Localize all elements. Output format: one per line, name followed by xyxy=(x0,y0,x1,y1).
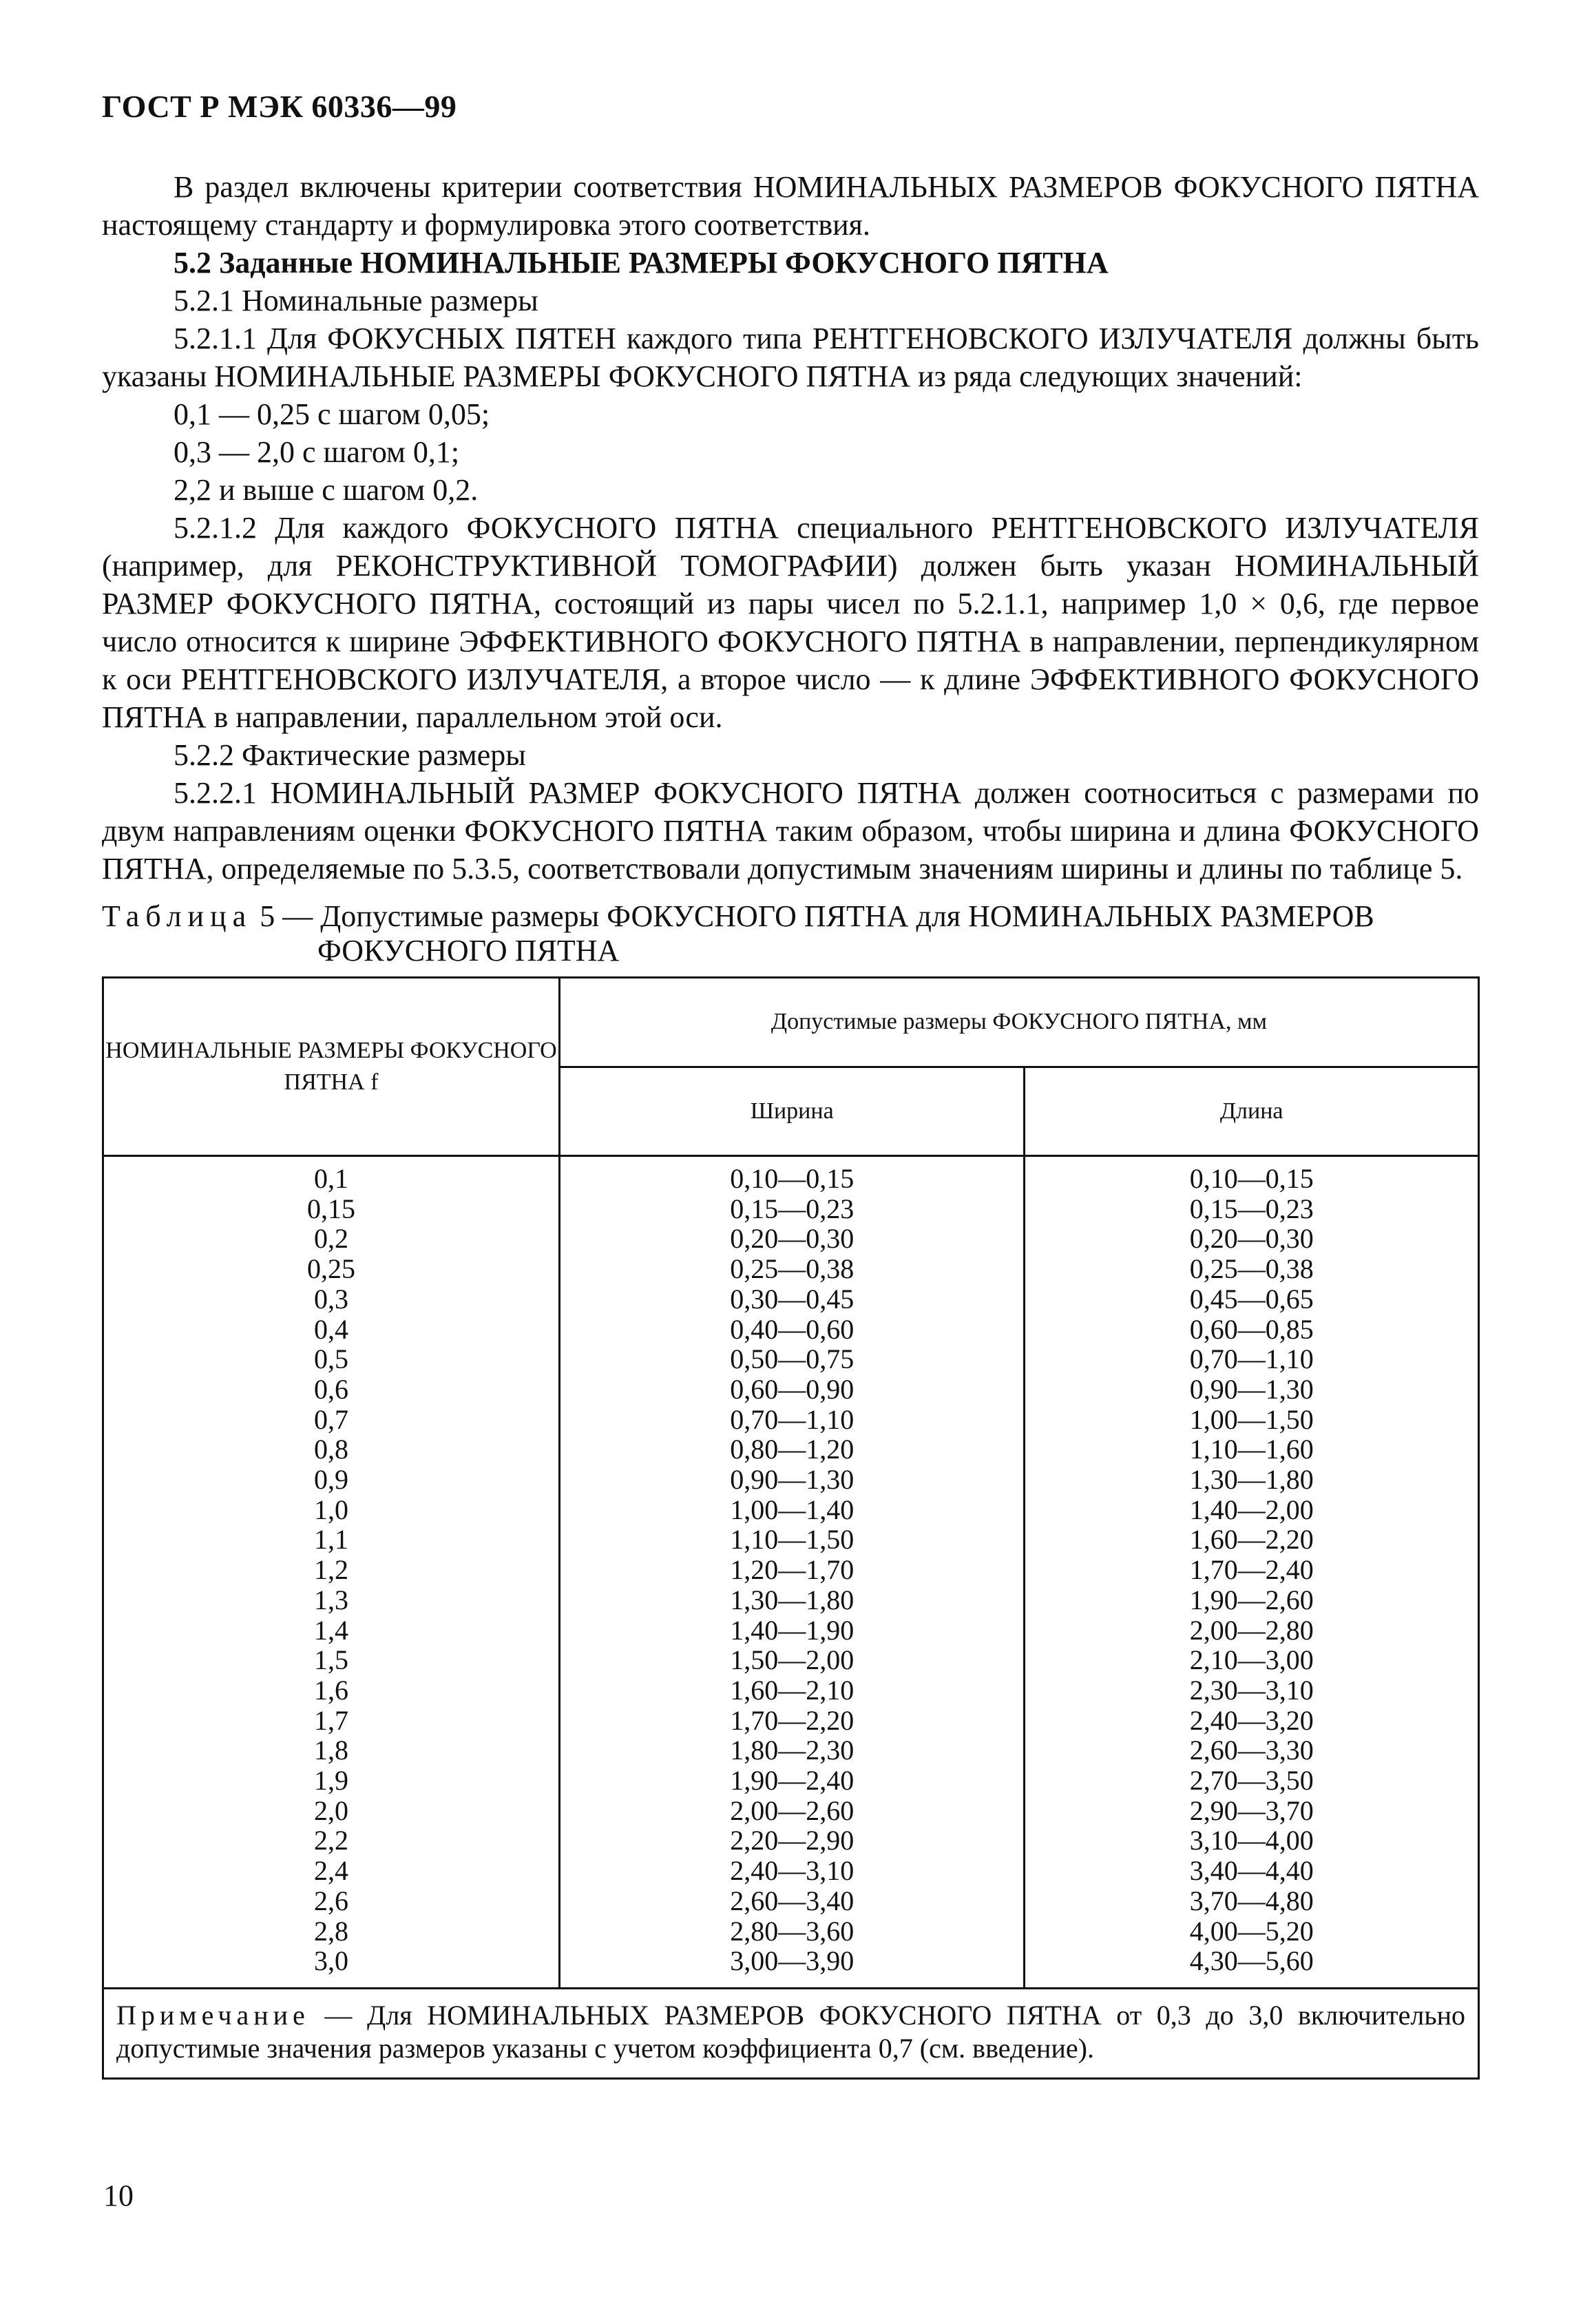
clause-5-2-1-1: 5.2.1.1 Для ФОКУСНЫХ ПЯТЕН каждого типа РЕНТГЕНОВСКОГО ИЗЛУЧАТЕЛЯ должны быть указаны НОМИНАЛЬНЫЕ РАЗМЕРЫ ФОКУСНОГО ПЯТНА из ряда следующих значений: xyxy=(102,322,1479,393)
table-row xyxy=(103,1585,1479,1615)
table-row xyxy=(103,1315,1479,1345)
nominal-size-cell: 1,4 xyxy=(103,1615,560,1646)
length-range-cell: 1,90—2,60 xyxy=(1025,1585,1479,1615)
nominal-size-cell: 1,9 xyxy=(103,1766,560,1796)
nominal-size-cell: 1,7 xyxy=(103,1706,560,1736)
nominal-size-cell: 0,15 xyxy=(103,1194,560,1224)
length-range-cell: 2,40—3,20 xyxy=(1025,1706,1479,1736)
length-range-cell: 2,90—3,70 xyxy=(1025,1796,1479,1826)
page-number: 10 xyxy=(103,2179,134,2212)
table-caption-line-2: ФОКУСНОГО ПЯТНА xyxy=(317,934,620,967)
length-range-cell: 0,20—0,30 xyxy=(1025,1224,1479,1254)
nominal-size-cell: 1,1 xyxy=(103,1525,560,1555)
table-row xyxy=(103,1344,1479,1374)
nominal-size-cell: 0,4 xyxy=(103,1315,560,1345)
tolerance-table xyxy=(102,976,1480,2080)
nominal-size-cell: 0,7 xyxy=(103,1405,560,1435)
nominal-size-cell: 0,6 xyxy=(103,1374,560,1405)
nominal-size-cell: 1,5 xyxy=(103,1645,560,1675)
table-row xyxy=(103,1495,1479,1525)
length-range-cell: 1,60—2,20 xyxy=(1025,1525,1479,1555)
body-text xyxy=(102,168,1479,888)
width-range-cell: 3,00—3,90 xyxy=(560,1946,1025,1988)
width-range-cell: 0,20—0,30 xyxy=(560,1224,1025,1254)
width-range-cell: 0,70—1,10 xyxy=(560,1405,1025,1435)
length-range-cell: 3,40—4,40 xyxy=(1025,1856,1479,1886)
length-range-cell: 0,70—1,10 xyxy=(1025,1344,1479,1374)
width-range-cell: 1,60—2,10 xyxy=(560,1675,1025,1706)
length-range-cell: 3,10—4,00 xyxy=(1025,1825,1479,1856)
nominal-size-cell: 1,3 xyxy=(103,1585,560,1615)
width-range-cell: 2,80—3,60 xyxy=(560,1916,1025,1947)
permissible-sizes-header: Допустимые размеры ФОКУСНОГО ПЯТНА, мм xyxy=(560,978,1479,1067)
width-range-cell: 2,40—3,10 xyxy=(560,1856,1025,1886)
table-body xyxy=(103,1156,1479,2079)
width-range-cell: 1,50—2,00 xyxy=(560,1645,1025,1675)
table-row xyxy=(103,1946,1479,1988)
length-header: Длина xyxy=(1025,1067,1479,1156)
table-row xyxy=(103,1555,1479,1585)
table-row xyxy=(103,1156,1479,1194)
table-row xyxy=(103,1405,1479,1435)
table-row xyxy=(103,1254,1479,1284)
nominal-size-cell: 2,0 xyxy=(103,1796,560,1826)
width-range-cell: 1,90—2,40 xyxy=(560,1766,1025,1796)
range-item-3: 2,2 и выше с шагом 0,2. xyxy=(174,473,479,507)
table-row xyxy=(103,1825,1479,1856)
width-range-cell: 2,20—2,90 xyxy=(560,1825,1025,1856)
table-row xyxy=(103,1224,1479,1254)
width-range-cell: 0,25—0,38 xyxy=(560,1254,1025,1284)
section-heading-5-2: 5.2 Заданные НОМИНАЛЬНЫЕ РАЗМЕРЫ ФОКУСНОГО ПЯТНА xyxy=(174,246,1109,280)
nominal-size-cell: 0,5 xyxy=(103,1344,560,1374)
length-range-cell: 2,10—3,00 xyxy=(1025,1645,1479,1675)
table-row xyxy=(103,1465,1479,1495)
table-row xyxy=(103,1675,1479,1706)
nominal-size-cell: 1,2 xyxy=(103,1555,560,1585)
clause-5-2-1-2: 5.2.1.2 Для каждого ФОКУСНОГО ПЯТНА специального РЕНТГЕНОВСКОГО ИЗЛУЧАТЕЛЯ (например, для РЕКОНСТРУКТИВНОЙ ТОМОГРАФИИ) должен быть указан НОМИНАЛЬНЫЙ РАЗМЕР ФОКУСНОГО ПЯТНА, состоящий из пары чисел по 5.2.1.1, например 1,0 × 0,6, где первое число относится к ширине ЭФФЕКТИВНОГО ФОКУСНОГО ПЯТНА в направлении, перпендикулярном к оси РЕНТГЕНОВСКОГО ИЗЛУЧАТЕЛЯ, а второе число — к длине ЭФФЕКТИВНОГО ФОКУСНОГО ПЯТНА в направлении, параллельном этой оси. xyxy=(102,511,1479,734)
width-range-cell: 0,10—0,15 xyxy=(560,1156,1025,1194)
length-range-cell: 2,30—3,10 xyxy=(1025,1675,1479,1706)
nominal-size-cell: 3,0 xyxy=(103,1946,560,1988)
nominal-size-cell: 0,8 xyxy=(103,1434,560,1465)
table-row xyxy=(103,1645,1479,1675)
nominal-size-header: НОМИНАЛЬНЫЕ РАЗМЕРЫ ФОКУСНОГО ПЯТНА f xyxy=(103,978,560,1156)
width-range-cell: 1,20—1,70 xyxy=(560,1555,1025,1585)
length-range-cell: 2,70—3,50 xyxy=(1025,1766,1479,1796)
length-range-cell: 1,30—1,80 xyxy=(1025,1465,1479,1495)
nominal-size-cell: 2,8 xyxy=(103,1916,560,1947)
subsection-heading-5-2-1: 5.2.1 Номинальные размеры xyxy=(174,284,538,317)
range-item-1: 0,1 — 0,25 с шагом 0,05; xyxy=(174,397,490,431)
table-row xyxy=(103,1735,1479,1766)
nominal-size-cell: 2,2 xyxy=(103,1825,560,1856)
nominal-size-cell: 2,6 xyxy=(103,1886,560,1916)
table-caption-line-1 xyxy=(102,899,1479,934)
length-range-cell: 2,60—3,30 xyxy=(1025,1735,1479,1766)
length-range-cell: 1,00—1,50 xyxy=(1025,1405,1479,1435)
table-row xyxy=(103,1615,1479,1646)
width-range-cell: 0,80—1,20 xyxy=(560,1434,1025,1465)
length-range-cell: 1,40—2,00 xyxy=(1025,1495,1479,1525)
nominal-size-cell: 0,3 xyxy=(103,1284,560,1315)
table-row xyxy=(103,1916,1479,1947)
width-header: Ширина xyxy=(560,1067,1025,1156)
table-note xyxy=(103,1988,1479,2078)
length-range-cell: 4,00—5,20 xyxy=(1025,1916,1479,1947)
table-row xyxy=(103,1796,1479,1826)
width-range-cell: 0,40—0,60 xyxy=(560,1315,1025,1345)
nominal-size-cell: 0,2 xyxy=(103,1224,560,1254)
table-row xyxy=(103,1434,1479,1465)
intro-paragraph: В раздел включены критерии соответствия НОМИНАЛЬНЫХ РАЗМЕРОВ ФОКУСНОГО ПЯТНА настоящему стандарту и формулировка этого соответствия. xyxy=(102,170,1479,242)
nominal-size-cell: 1,8 xyxy=(103,1735,560,1766)
nominal-size-cell: 1,6 xyxy=(103,1675,560,1706)
length-range-cell: 3,70—4,80 xyxy=(1025,1886,1479,1916)
note-label: Примечание xyxy=(116,1999,310,2031)
length-range-cell: 2,00—2,80 xyxy=(1025,1615,1479,1646)
nominal-size-cell: 0,9 xyxy=(103,1465,560,1495)
length-range-cell: 1,10—1,60 xyxy=(1025,1434,1479,1465)
document-header: ГОСТ Р МЭК 60336—99 xyxy=(102,89,457,124)
nominal-size-cell: 2,4 xyxy=(103,1856,560,1886)
length-range-cell: 4,30—5,60 xyxy=(1025,1946,1479,1988)
width-range-cell: 0,60—0,90 xyxy=(560,1374,1025,1405)
clause-5-2-2-1: 5.2.2.1 НОМИНАЛЬНЫЙ РАЗМЕР ФОКУСНОГО ПЯТНА должен соотноситься с размерами по двум направлениям оценки ФОКУСНОГО ПЯТНА таким образом, чтобы ширина и длина ФОКУСНОГО ПЯТНА, определяемые по 5.3.5, соответствовали допустимым значениям ширины и длины по таблице 5. xyxy=(102,776,1479,886)
table-row xyxy=(103,1886,1479,1916)
nominal-size-cell: 1,0 xyxy=(103,1495,560,1525)
nominal-size-cell: 0,1 xyxy=(103,1156,560,1194)
table-row xyxy=(103,1856,1479,1886)
width-range-cell: 0,30—0,45 xyxy=(560,1284,1025,1315)
length-range-cell: 0,45—0,65 xyxy=(1025,1284,1479,1315)
range-item-2: 0,3 — 2,0 с шагом 0,1; xyxy=(174,435,460,469)
width-range-cell: 2,00—2,60 xyxy=(560,1796,1025,1826)
table-caption-text: 5 — Допустимые размеры ФОКУСНОГО ПЯТНА для НОМИНАЛЬНЫХ РАЗМЕРОВ xyxy=(260,899,1374,933)
nominal-size-cell: 0,25 xyxy=(103,1254,560,1284)
note-text: — Для НОМИНАЛЬНЫХ РАЗМЕРОВ ФОКУСНОГО ПЯТНА от 0,3 до 3,0 включительно допустимые значения размеров указаны с учетом коэффициента 0,7 (см. введение). xyxy=(116,1999,1465,2064)
length-range-cell: 0,15—0,23 xyxy=(1025,1194,1479,1224)
table-row xyxy=(103,1374,1479,1405)
width-range-cell: 1,30—1,80 xyxy=(560,1585,1025,1615)
table-row xyxy=(103,1525,1479,1555)
width-range-cell: 1,40—1,90 xyxy=(560,1615,1025,1646)
length-range-cell: 1,70—2,40 xyxy=(1025,1555,1479,1585)
width-range-cell: 1,10—1,50 xyxy=(560,1525,1025,1555)
width-range-cell: 0,90—1,30 xyxy=(560,1465,1025,1495)
table-row xyxy=(103,1766,1479,1796)
table-row xyxy=(103,1284,1479,1315)
table-caption-label: Таблица xyxy=(102,899,253,933)
table-row xyxy=(103,1706,1479,1736)
width-range-cell: 0,15—0,23 xyxy=(560,1194,1025,1224)
length-range-cell: 0,10—0,15 xyxy=(1025,1156,1479,1194)
width-range-cell: 1,70—2,20 xyxy=(560,1706,1025,1736)
table-row xyxy=(103,1194,1479,1224)
subsection-heading-5-2-2: 5.2.2 Фактические размеры xyxy=(174,738,526,772)
length-range-cell: 0,25—0,38 xyxy=(1025,1254,1479,1284)
width-range-cell: 1,80—2,30 xyxy=(560,1735,1025,1766)
width-range-cell: 2,60—3,40 xyxy=(560,1886,1025,1916)
table-caption xyxy=(102,899,1479,968)
length-range-cell: 0,60—0,85 xyxy=(1025,1315,1479,1345)
length-range-cell: 0,90—1,30 xyxy=(1025,1374,1479,1405)
width-range-cell: 1,00—1,40 xyxy=(560,1495,1025,1525)
width-range-cell: 0,50—0,75 xyxy=(560,1344,1025,1374)
